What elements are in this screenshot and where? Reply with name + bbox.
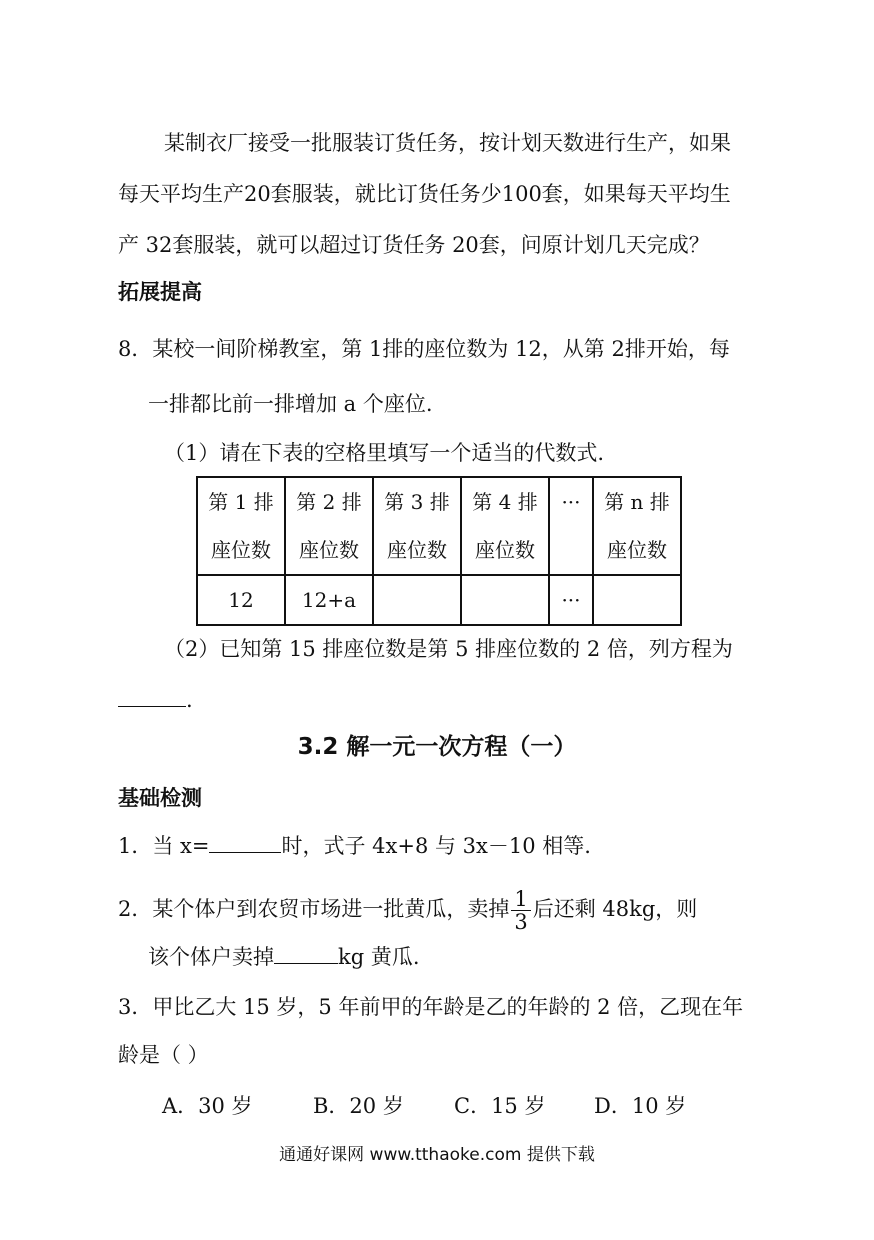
- seat-table-header-row: [197, 477, 681, 575]
- problem-prev-line-1: 某制衣厂接受一批服装订货任务，按计划天数进行生产，如果: [164, 131, 731, 155]
- q2-fraction-denominator: 3: [514, 910, 528, 934]
- q3-option-b[interactable]: B．20 岁: [313, 1094, 404, 1118]
- value-cell-row-3[interactable]: [373, 575, 461, 625]
- q8-line-1: 8．某校一间阶梯教室，第 1排的座位数为 12，从第 2排开始，每: [118, 337, 730, 361]
- seat-table-value-row: [197, 575, 681, 625]
- q8-part-2: （2）已知第 15 排座位数是第 5 排座位数的 2 倍，列方程为: [164, 637, 733, 661]
- q2-text-after: 后还剩 48kg，则: [532, 897, 698, 921]
- question-1: [118, 834, 591, 858]
- q2-line2-after: kg 黄瓜.: [338, 945, 420, 969]
- header-cell-row-n: 第 n 排 座位数: [593, 477, 681, 575]
- problem-prev-line-2: 每天平均生产20套服装，就比订货任务少100套，如果每天平均生: [118, 182, 731, 206]
- q8-line-2: 一排都比前一排增加 a 个座位.: [148, 392, 433, 416]
- q1-text-after: 时，式子 4x+8 与 3x－10 相等.: [281, 834, 591, 858]
- q8-answer-line: [118, 688, 193, 712]
- page-footer: 通通好课网 www.tthaoke.com 提供下载: [279, 1145, 595, 1165]
- q8-part-1: （1）请在下表的空格里填写一个适当的代数式.: [164, 441, 605, 465]
- q8-answer-blank[interactable]: [118, 688, 186, 707]
- value-cell-row-4[interactable]: [461, 575, 549, 625]
- header-cell-ellipsis: ···: [549, 477, 593, 575]
- q2-answer-blank[interactable]: [274, 945, 338, 964]
- q3-line-2: 龄是（ ）: [118, 1043, 209, 1067]
- problem-prev-line-3: 产 32套服装，就可以超过订货任务 20套，问原计划几天完成？: [118, 233, 710, 257]
- q3-option-c[interactable]: C．15 岁: [454, 1094, 546, 1118]
- q1-answer-blank[interactable]: [209, 834, 281, 853]
- q2-line2-before: 该个体户卖掉: [148, 945, 274, 969]
- question-2: [118, 888, 697, 933]
- header-cell-row-4: 第 4 排 座位数: [461, 477, 549, 575]
- section-basic-heading: 基础检测: [118, 786, 202, 810]
- q2-fraction-numerator: 1: [511, 888, 530, 911]
- header-cell-row-3: 第 3 排 座位数: [373, 477, 461, 575]
- section-extend-heading: 拓展提高: [118, 280, 202, 304]
- q3-option-d[interactable]: D．10 岁: [594, 1094, 687, 1118]
- seat-table: [196, 476, 682, 626]
- chapter-title: 3.2 解一元一次方程（一）: [297, 734, 577, 760]
- value-cell-ellipsis: ···: [549, 575, 593, 625]
- header-cell-row-2: 第 2 排 座位数: [285, 477, 373, 575]
- q8-answer-end: .: [186, 688, 193, 712]
- q2-text-before: 2．某个体户到农贸市场进一批黄瓜，卖掉: [118, 897, 510, 921]
- q2-fraction: [511, 888, 530, 933]
- q1-text-before: 1．当 x=: [118, 834, 210, 858]
- value-cell-row-n[interactable]: [593, 575, 681, 625]
- value-cell-row-1: 12: [197, 575, 285, 625]
- q3-line-1: 3．甲比乙大 15 岁，5 年前甲的年龄是乙的年龄的 2 倍，乙现在年: [118, 995, 744, 1019]
- q3-option-a[interactable]: A．30 岁: [162, 1094, 253, 1118]
- header-cell-row-1: 第 1 排 座位数: [197, 477, 285, 575]
- q2-line-2: [148, 945, 420, 969]
- value-cell-row-2: 12+a: [285, 575, 373, 625]
